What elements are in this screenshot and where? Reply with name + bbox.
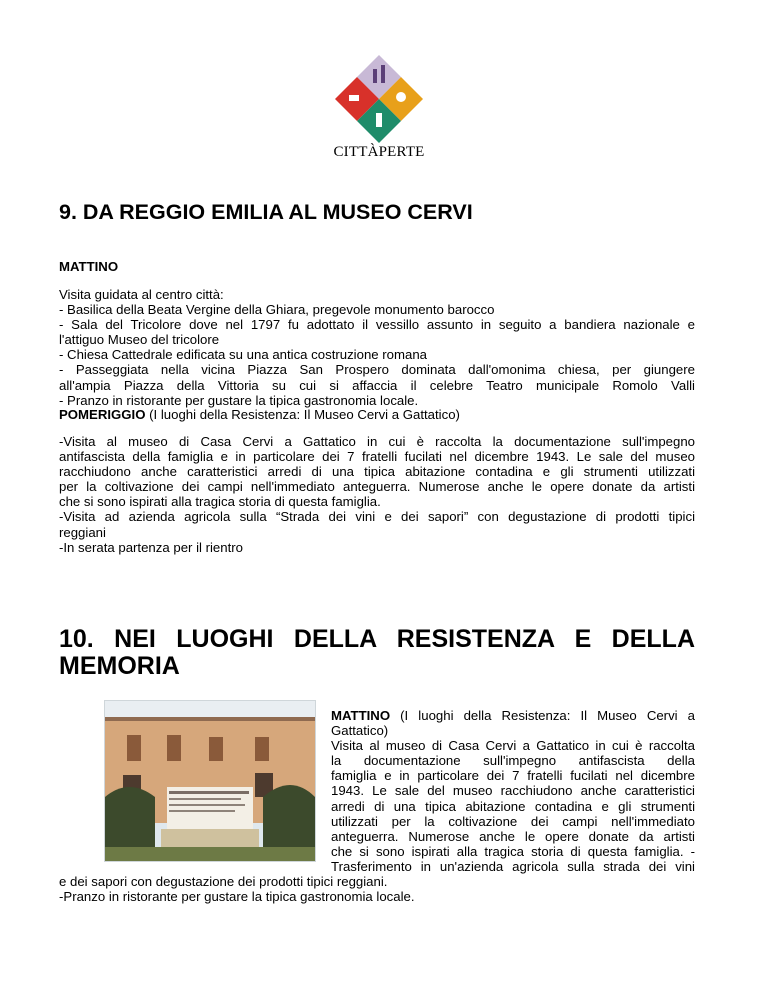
- text-line: e dei sapori con degustazione dei prodotti tipici reggiani.: [59, 874, 388, 889]
- text-line: l'attiguo Museo del tricolore: [59, 332, 220, 348]
- afternoon-subtitle: (I luoghi della Resistenza: Il Museo Cervi a Gattatico): [149, 407, 460, 422]
- text-line: reggiani: [59, 524, 106, 540]
- text-line: Trasferimento in un'azienda agricola sulla strada dei vini: [331, 858, 695, 874]
- section-10-title: [59, 626, 695, 680]
- text-line: -Pranzo in ristorante per gustare la tipica gastronomia locale.: [59, 889, 415, 905]
- morning-label: MATTINO: [59, 259, 119, 274]
- text-line: - Sala del Tricolore dove nel 1797 fu adottato il vessillo assunto in seguito a bandiera nazionale e: [59, 317, 695, 333]
- text-line: che si sono ispirati alla tragica storia di questa famiglia.: [59, 494, 381, 510]
- text-line: all'ampia Piazza della Vittoria su cui si affaccia il celebre Teatro municipale Romolo Valli: [59, 377, 695, 393]
- text-line: la documentazione sull'impegno antifascista della: [331, 753, 695, 769]
- text-line: -In serata partenza per il rientro: [59, 539, 243, 555]
- text-line: Visita guidata al centro città:: [59, 287, 224, 302]
- section-9-morning-label: [59, 259, 695, 274]
- section-9-afternoon-heading: [59, 407, 695, 422]
- section-9-title: 9. DA REGGIO EMILIA AL MUSEO CERVI: [59, 200, 473, 224]
- text-line: famiglia e in particolare dei 7 fratelli fucilati nel dicembre: [331, 768, 695, 784]
- section-10-morning-text: [331, 708, 695, 874]
- text-line: che si sono ispirati alla tragica storia di questa famiglia. -: [331, 843, 695, 859]
- section-10-tail-text: [59, 874, 695, 904]
- text-line: (I luoghi della Resistenza: Il Museo Cervi a: [390, 708, 695, 723]
- casa-cervi-photo: [104, 700, 316, 862]
- text-line: - Pranzo in ristorante per gustare la tipica gastronomia locale.: [59, 392, 419, 408]
- text-line: racchiudono anche caratteristici arredi di una tipica abitazione contadina e gli strumenti utilizzati: [59, 464, 695, 480]
- section-9-afternoon-text: [59, 434, 695, 555]
- text-line: arredi di una tipica abitazione contadina e gli strumenti: [331, 798, 695, 814]
- text-line: - Passeggiata nella vicina Piazza San Prospero dominata dall'omonima chiesa, per giungere: [59, 362, 695, 378]
- text-line: -Visita al museo di Casa Cervi a Gattatico in cui è raccolta la documentazione sull'impegno: [59, 434, 695, 449]
- section-9-morning-text: [59, 287, 695, 408]
- text-line: 1943. Le sale del museo racchiudono anche caratteristici: [331, 783, 695, 799]
- text-line: anteguerra. Numerose anche le opere donate da artisti: [331, 828, 695, 844]
- afternoon-label: POMERIGGIO: [59, 407, 146, 422]
- section-10-title-line-1: 10. NEI LUOGHI DELLA RESISTENZA E DELLA: [59, 625, 695, 653]
- text-line: - Basilica della Beata Vergine della Ghiara, pregevole monumento barocco: [59, 302, 495, 318]
- morning-label: MATTINO: [331, 708, 391, 723]
- text-line: -Visita ad azienda agricola sulla “Strada dei vini e dei sapori” con degustazione di prodotti tipici: [59, 509, 695, 525]
- text-line: Visita al museo di Casa Cervi a Gattatico in cui è raccolta: [331, 738, 695, 754]
- text-line: utilizzati per la coltivazione dei campi nell'immediato: [331, 813, 695, 829]
- text-line: Gattatico): [331, 723, 389, 739]
- text-line: - Chiesa Cattedrale edificata su una antica costruzione romana: [59, 347, 427, 363]
- section-10-title-line-2: MEMORIA: [59, 652, 180, 680]
- text-line: per la coltivazione dei campi nell'immediato anteguerra. Numerose anche le opere donate da artisti: [59, 479, 695, 495]
- text-line: antifascista della famiglia e in particolare dei 7 fratelli fucilati nel dicembre 1943. Le sale del museo: [59, 449, 695, 465]
- logo-text: CITTÀPERTE: [333, 144, 425, 160]
